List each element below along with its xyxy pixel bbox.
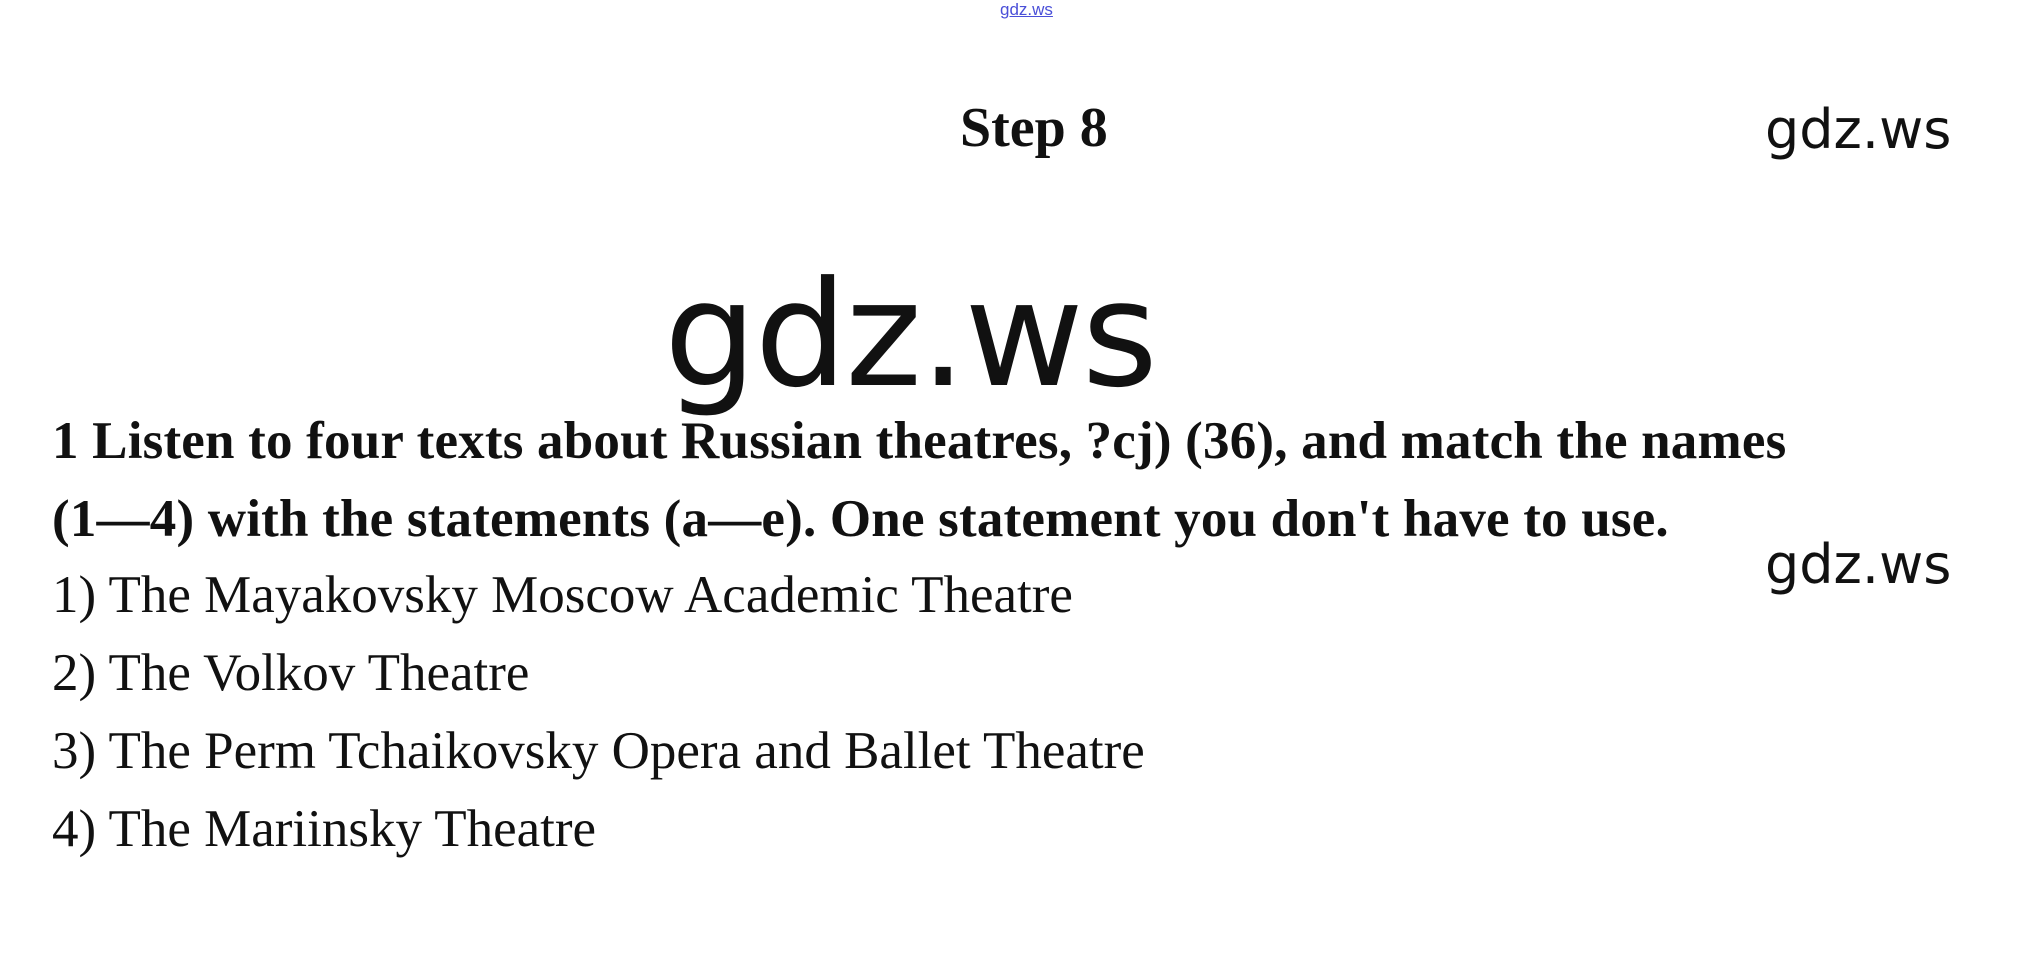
- page-title: Step 8: [960, 97, 1108, 159]
- site-link[interactable]: gdz.ws: [1000, 0, 1053, 19]
- list-item: 2) The Volkov Theatre: [52, 644, 530, 702]
- list-item: 4) The Mariinsky Theatre: [52, 800, 597, 858]
- watermark-top-right: gdz.ws: [1765, 98, 1952, 161]
- list-item: 1) The Mayakovsky Moscow Academic Theatre: [52, 566, 1073, 624]
- list-item: 3) The Perm Tchaikovsky Opera and Ballet Theatre: [52, 722, 1145, 780]
- task-instructions: [52, 402, 2012, 558]
- task-line-2: (1—4) with the statements (a—e). One statement you don't have to use.: [52, 490, 1669, 548]
- theatre-list: [52, 556, 1145, 868]
- watermark-large: gdz.ws: [664, 250, 1156, 420]
- watermark-mid-right: gdz.ws: [1765, 533, 1952, 596]
- task-line-1: 1 Listen to four texts about Russian theatres, ?cj) (36), and match the names: [52, 412, 1787, 470]
